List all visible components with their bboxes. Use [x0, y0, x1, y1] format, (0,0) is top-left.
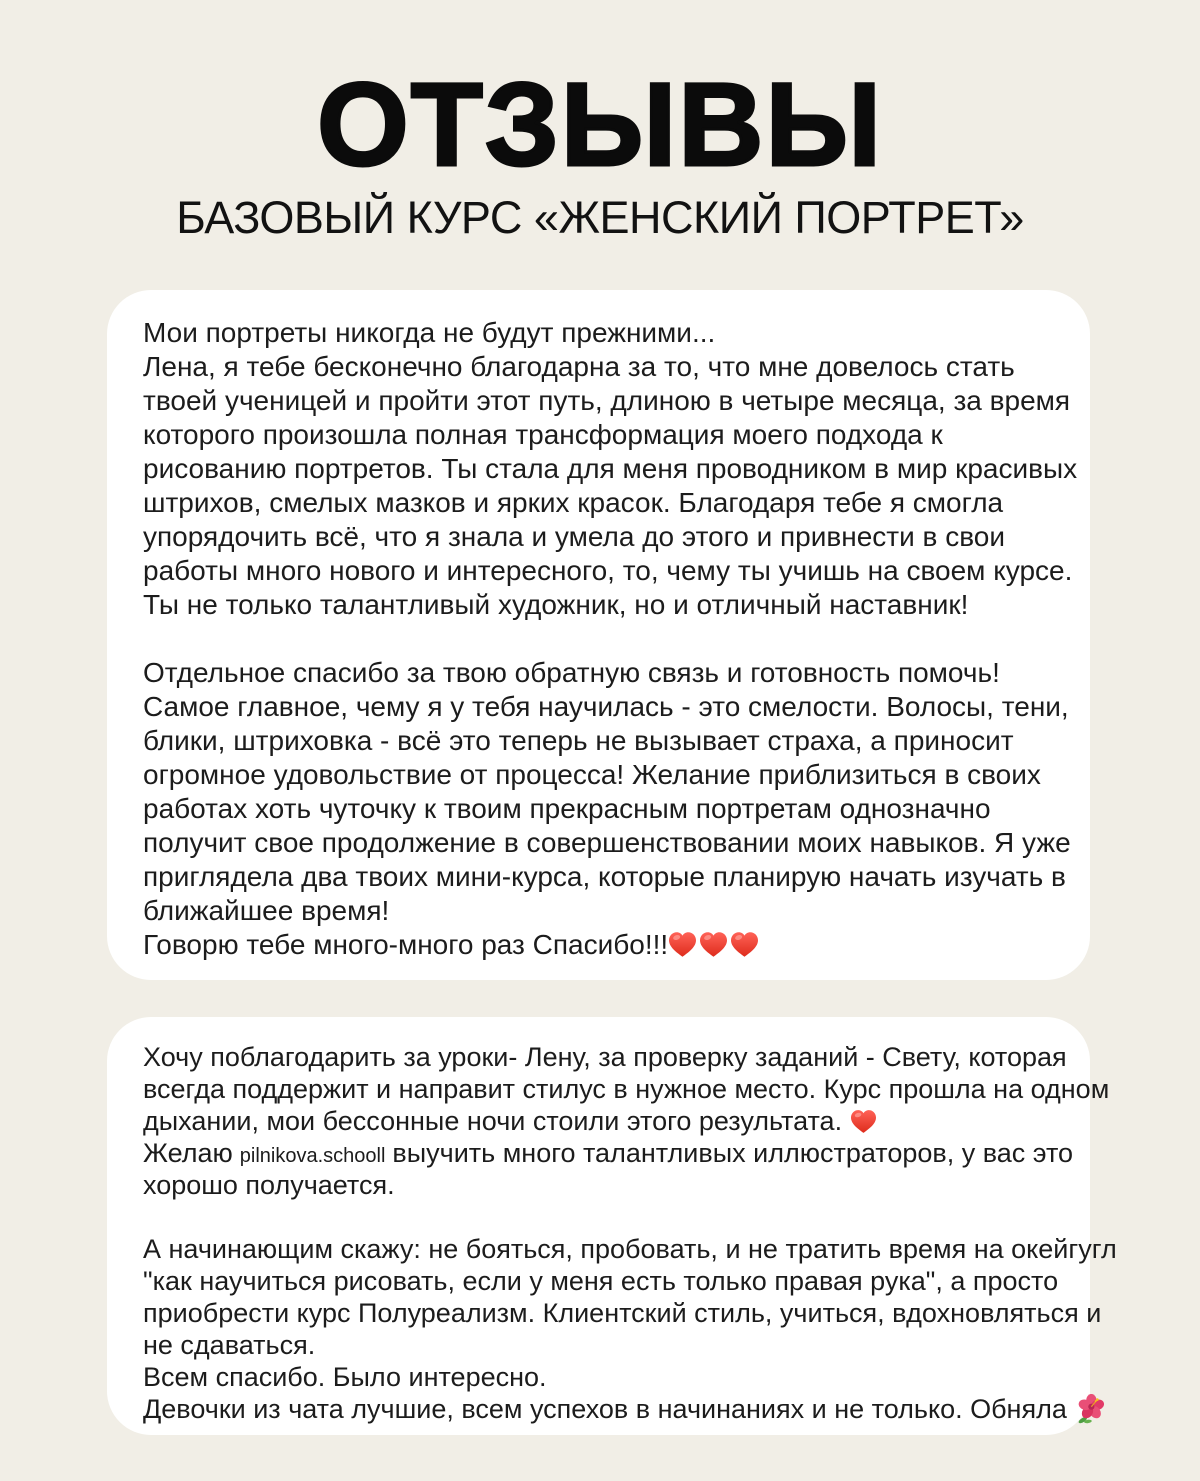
review-text-line: Ты не только талантливый художник, но и отличный наставник!: [143, 589, 969, 620]
review-text: Желаю: [143, 1138, 233, 1168]
review-text-line: [143, 1137, 1074, 1169]
header: [0, 59, 1200, 244]
review-text-line: Самое главное, чему я у тебя научилась - это смелости. Волосы, тени,: [143, 691, 1069, 722]
review-text-line: упорядочить всё, что я знала и умела до этого и привнести в свои: [143, 521, 1005, 552]
review-text-line: которого произошла полная трансформация моего подхода к: [143, 419, 943, 450]
review-text-line: не сдаваться.: [143, 1330, 316, 1360]
review-text-line: хорошо получается.: [143, 1170, 395, 1200]
review-text-line: Лена, я тебе бесконечно благодарна за то, что мне довелось стать: [143, 351, 1015, 382]
review-card-1: [107, 290, 1090, 980]
red-heart-emoji: [668, 931, 697, 958]
hibiscus-flower-emoji: [1075, 1394, 1106, 1424]
review2-paragraph-1: [143, 1041, 1110, 1201]
review-text: выучить много талантливых иллюстраторов, у вас это: [392, 1138, 1074, 1168]
review-text-line: рисованию портретов. Ты стала для меня проводником в мир красивых: [143, 453, 1078, 484]
review-text-line: штрихов, смелых мазков и ярких красок. Благодаря тебе я смогла: [143, 487, 1004, 518]
review-text: Девочки из чата лучшие, всем успехов в начинаниях и не только. Обняла: [143, 1394, 1067, 1424]
review-text: Говорю тебе много-много раз Спасибо!!!: [143, 929, 669, 960]
review-text-line: "как научиться рисовать, если у меня есть только правая рука", а просто: [143, 1266, 1059, 1296]
page-title: ОТЗЫВЫ: [316, 59, 884, 191]
review-text-line: работах хоть чуточку к твоим прекрасным портретам однозначно: [143, 793, 991, 824]
review-text-line: Отдельное спасибо за твою обратную связь и готовность помочь!: [143, 657, 1000, 688]
review-text-line: Хочу поблагодарить за уроки- Лену, за проверку заданий - Свету, которая: [143, 1042, 1067, 1072]
review-card-2: [107, 1017, 1117, 1435]
review-text-line: А начинающим скажу: не бояться, пробовать, и не тратить время на окейгугл: [143, 1234, 1117, 1264]
red-heart-emoji: [730, 931, 759, 958]
red-heart-emoji: [699, 931, 728, 958]
review-text-line: получит свое продолжение в совершенствовании моих навыков. Я уже: [143, 827, 1071, 858]
review1-paragraph-1: [143, 316, 1078, 622]
review-text-line: приглядела два твоих мини-курса, которые планирую начать изучать в: [143, 861, 1066, 892]
review-text: дыхании, мои бессонные ночи стоили этого результата.: [143, 1106, 843, 1136]
review-text-line: огромное удовольствие от процесса! Желание приблизиться в своих: [143, 759, 1041, 790]
page-subtitle: БАЗОВЫЙ КУРС «ЖЕНСКИЙ ПОРТРЕТ»: [176, 192, 1024, 243]
review2-paragraph-2: [143, 1233, 1117, 1425]
review-text-line: твоей ученицей и пройти этот путь, длиною в четыре месяца, за время: [143, 385, 1071, 416]
review-text-line: всегда поддержит и направит стилус в нужное место. Курс прошла на одном: [143, 1074, 1110, 1104]
review-text-line: Всем спасибо. Было интересно.: [143, 1362, 547, 1392]
review-text-line: [143, 928, 1064, 962]
review-text-line: [143, 1105, 1064, 1137]
red-heart-emoji: [850, 1109, 877, 1134]
review-text-line: блики, штриховка - всё это теперь не вызывает страха, а приносит: [143, 725, 1014, 756]
account-handle: pilnikova.schooll: [239, 1145, 386, 1167]
review-text-line: ближайшее время!: [143, 895, 390, 926]
review1-paragraph-2: [143, 656, 1071, 962]
review-text-line: работы много нового и интересного, то, чему ты учишь на своем курсе.: [143, 555, 1073, 586]
review-text-line: приобрести курс Полуреализм. Клиентский стиль, учиться, вдохновляться и: [143, 1298, 1102, 1328]
review-text-line: Мои портреты никогда не будут прежними...: [143, 317, 716, 348]
review-text-line: [143, 1393, 1067, 1425]
